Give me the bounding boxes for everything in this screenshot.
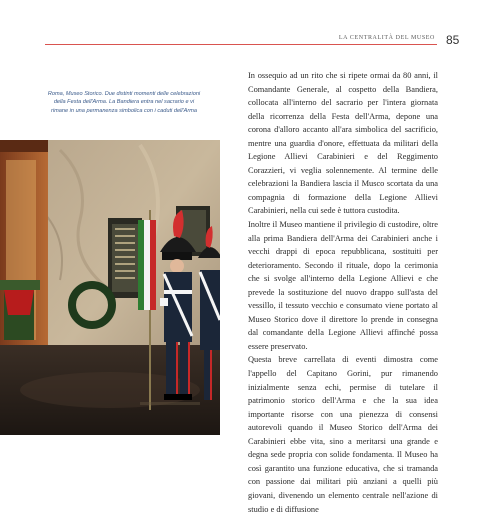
body-text xyxy=(248,69,438,516)
header-rule xyxy=(45,44,437,45)
ceremony-photo xyxy=(0,140,220,435)
caption-line: rimane in una permanenza simbolica con i caduti dell'Arma xyxy=(51,107,197,114)
caption-line: Roma, Museo Storico. Due distinti momenti delle celebrazioni xyxy=(47,91,201,97)
running-head: LA CENTRALITÀ DEL MUSEO xyxy=(338,35,435,41)
photo-caption xyxy=(18,90,230,115)
paragraph: Inoltre il Museo mantiene il privilegio di custodire, oltre alla prima Bandiera dell'Arma dei Carabinieri anche i vecchi drappi di epoca repubblicana, sostituiti per deterioramento. Secondo il rituale, dopo la cerimonia che si svolge all'interno della Legione Allievi e che prevede la sostituzione del nuovo drappo sull'asta del vessillo, il tessuto vecchio e consumato viene portato al Museo Storico dove il direttore lo prende in consegna dal comandante della Legione Allievi affinché possa essere preservato. xyxy=(248,220,438,351)
paragraph: In ossequio ad un rito che si ripete ormai da 80 anni, il Comandante Generale, al cospetto della Bandiera, collocata all'interno del sacrario per l'intera giornata della ricorrenza della Festa dell'Arma, depone una corona d'alloro accanto all'ara simbolica del sacrificio, mentre una guardia d'onore, effettuata da militari della Legione Allievi Carabinieri e del Reggimento Corazzieri, vi veglia solennemente. Al termine delle celebrazioni la Bandiera lascia il Musco scortata da una compagnia di formazione della Legione Allievi Carabinieri, nella cui sede è tuttora custodita. xyxy=(248,71,438,216)
page-number: 85 xyxy=(446,33,460,47)
paragraph: Questa breve carrellata di eventi dimostra come l'appello del Capitano Gorini, pur rimanendo inizialmente senza echi, permise di tutelare il patrimonio storico dell'Arma e che la sua idea importante risorse con una pienezza di consensi autorevoli quando il Museo Storico dell'Arma dei Carabinieri ebbe vita, sino a meritarsi una grande e degna sede propria con solide fondamenta. Il Museo ha così garantito una funzione educativa, che si tramanda con passione dai militari più anziani a quelli più giovani, divenendo un elemento centrale nell'azione di studio e di diffusione xyxy=(248,355,438,514)
caption-line: della Festa dell'Arma. La Bandiera entra nel sacrario e vi xyxy=(53,99,195,106)
